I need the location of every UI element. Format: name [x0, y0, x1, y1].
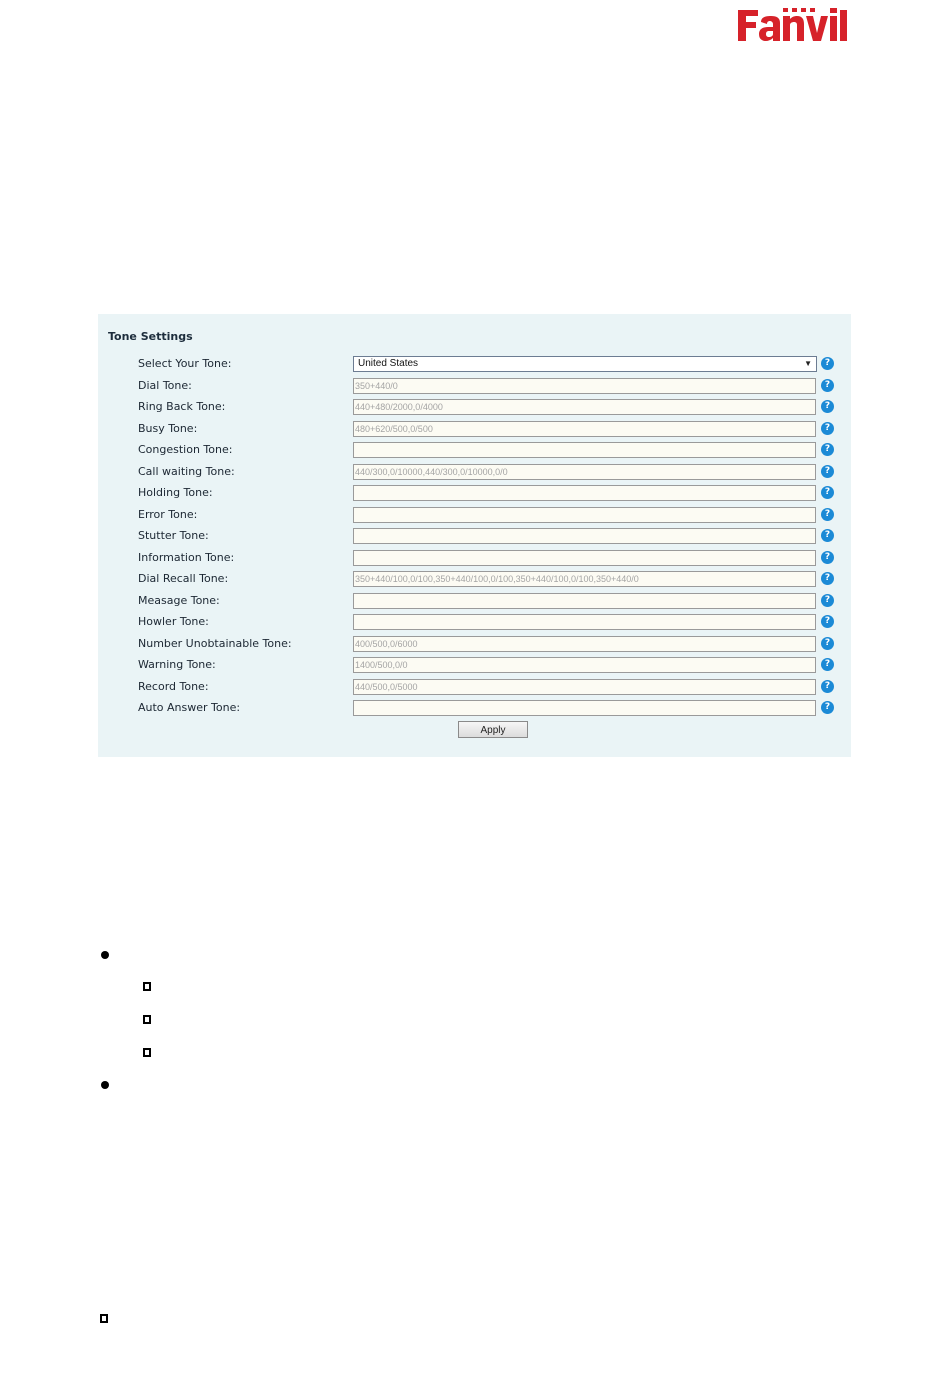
tone-row	[98, 571, 851, 589]
tone-select-value: United States	[358, 358, 419, 369]
dropdown-arrow-icon: ▼	[804, 359, 812, 368]
tone-row	[98, 636, 851, 654]
apply-button[interactable]: Apply	[458, 721, 528, 738]
tone-row	[98, 421, 851, 439]
bullet-square-4	[100, 1314, 108, 1323]
tone-select[interactable]	[353, 356, 817, 372]
tone-row-label: Holding Tone:	[138, 486, 213, 499]
tone-row-label: Busy Tone:	[138, 421, 198, 435]
tone-input[interactable]	[353, 442, 816, 458]
tone-input[interactable]	[353, 700, 816, 716]
help-icon[interactable]: ?	[821, 508, 834, 521]
tone-input[interactable]: 480+620/500,0/500	[353, 421, 816, 437]
tone-input[interactable]: 350+440/0	[353, 378, 816, 394]
tone-row	[98, 378, 851, 396]
tone-row	[98, 614, 851, 632]
tone-row	[98, 399, 851, 417]
tone-input[interactable]: 440/300,0/10000,440/300,0/10000,0/0	[353, 464, 816, 480]
tone-row	[98, 700, 851, 718]
tone-row-label: Howler Tone:	[138, 615, 209, 628]
help-icon[interactable]: ?	[821, 551, 834, 564]
tone-row-label: Stutter Tone:	[138, 529, 209, 542]
bullet-square-2	[143, 1015, 151, 1024]
bullet-circle-1	[101, 951, 109, 959]
help-icon[interactable]: ?	[821, 443, 834, 456]
tone-input[interactable]: 1400/500,0/0	[353, 657, 816, 673]
tone-row	[98, 464, 851, 482]
tone-input[interactable]: 440/500,0/5000	[353, 679, 816, 695]
fanvil-logo	[736, 6, 854, 44]
tone-row-label: Ring Back Tone:	[138, 400, 226, 413]
help-icon[interactable]: ?	[821, 357, 834, 370]
help-icon[interactable]: ?	[821, 422, 834, 435]
tone-row-label: Record Tone:	[138, 679, 209, 693]
tone-input[interactable]: 440+480/2000,0/4000	[353, 399, 816, 415]
tone-row	[98, 657, 851, 675]
tone-row-label: Select Your Tone:	[138, 357, 232, 370]
tone-row-label: Number Unobtainable Tone:	[138, 636, 292, 650]
tone-row-label: Auto Answer Tone:	[138, 701, 241, 714]
tone-row-label: Measage Tone:	[138, 593, 220, 607]
bullet-square-3	[143, 1048, 151, 1057]
tone-row	[98, 550, 851, 568]
tone-input[interactable]	[353, 485, 816, 501]
help-icon[interactable]: ?	[821, 615, 834, 628]
tone-row	[98, 507, 851, 525]
bullet-square-1	[143, 982, 151, 991]
tone-input[interactable]: 350+440/100,0/100,350+440/100,0/100,350+440/100,0/100,350+440/0	[353, 571, 816, 587]
tone-row-label: Dial Tone:	[138, 378, 192, 392]
tone-row	[98, 442, 851, 460]
panel-title: Tone Settings	[108, 330, 193, 343]
tone-settings-panel	[98, 314, 851, 757]
tone-input[interactable]	[353, 507, 816, 523]
tone-input[interactable]	[353, 593, 816, 609]
help-icon[interactable]: ?	[821, 680, 834, 693]
help-icon[interactable]: ?	[821, 379, 834, 392]
help-icon[interactable]: ?	[821, 400, 834, 413]
tone-row	[98, 679, 851, 697]
tone-row	[98, 528, 851, 546]
help-icon[interactable]: ?	[821, 701, 834, 714]
tone-row	[98, 485, 851, 503]
help-icon[interactable]: ?	[821, 658, 834, 671]
tone-row	[98, 593, 851, 611]
help-icon[interactable]: ?	[821, 572, 834, 585]
tone-input[interactable]	[353, 528, 816, 544]
tone-row-label: Dial Recall Tone:	[138, 572, 229, 585]
help-icon[interactable]: ?	[821, 529, 834, 542]
help-icon[interactable]: ?	[821, 594, 834, 607]
tone-row-label: Error Tone:	[138, 507, 198, 521]
tone-input[interactable]	[353, 614, 816, 630]
tone-row-label: Congestion Tone:	[138, 443, 233, 456]
help-icon[interactable]: ?	[821, 465, 834, 478]
help-icon[interactable]: ?	[821, 637, 834, 650]
tone-row-label: Call waiting Tone:	[138, 464, 235, 478]
tone-input[interactable]: 400/500,0/6000	[353, 636, 816, 652]
help-icon[interactable]: ?	[821, 486, 834, 499]
tone-row	[98, 356, 851, 374]
tone-row-label: Warning Tone:	[138, 658, 216, 671]
bullet-circle-2	[101, 1081, 109, 1089]
tone-row-label: Information Tone:	[138, 550, 235, 564]
tone-input[interactable]	[353, 550, 816, 566]
